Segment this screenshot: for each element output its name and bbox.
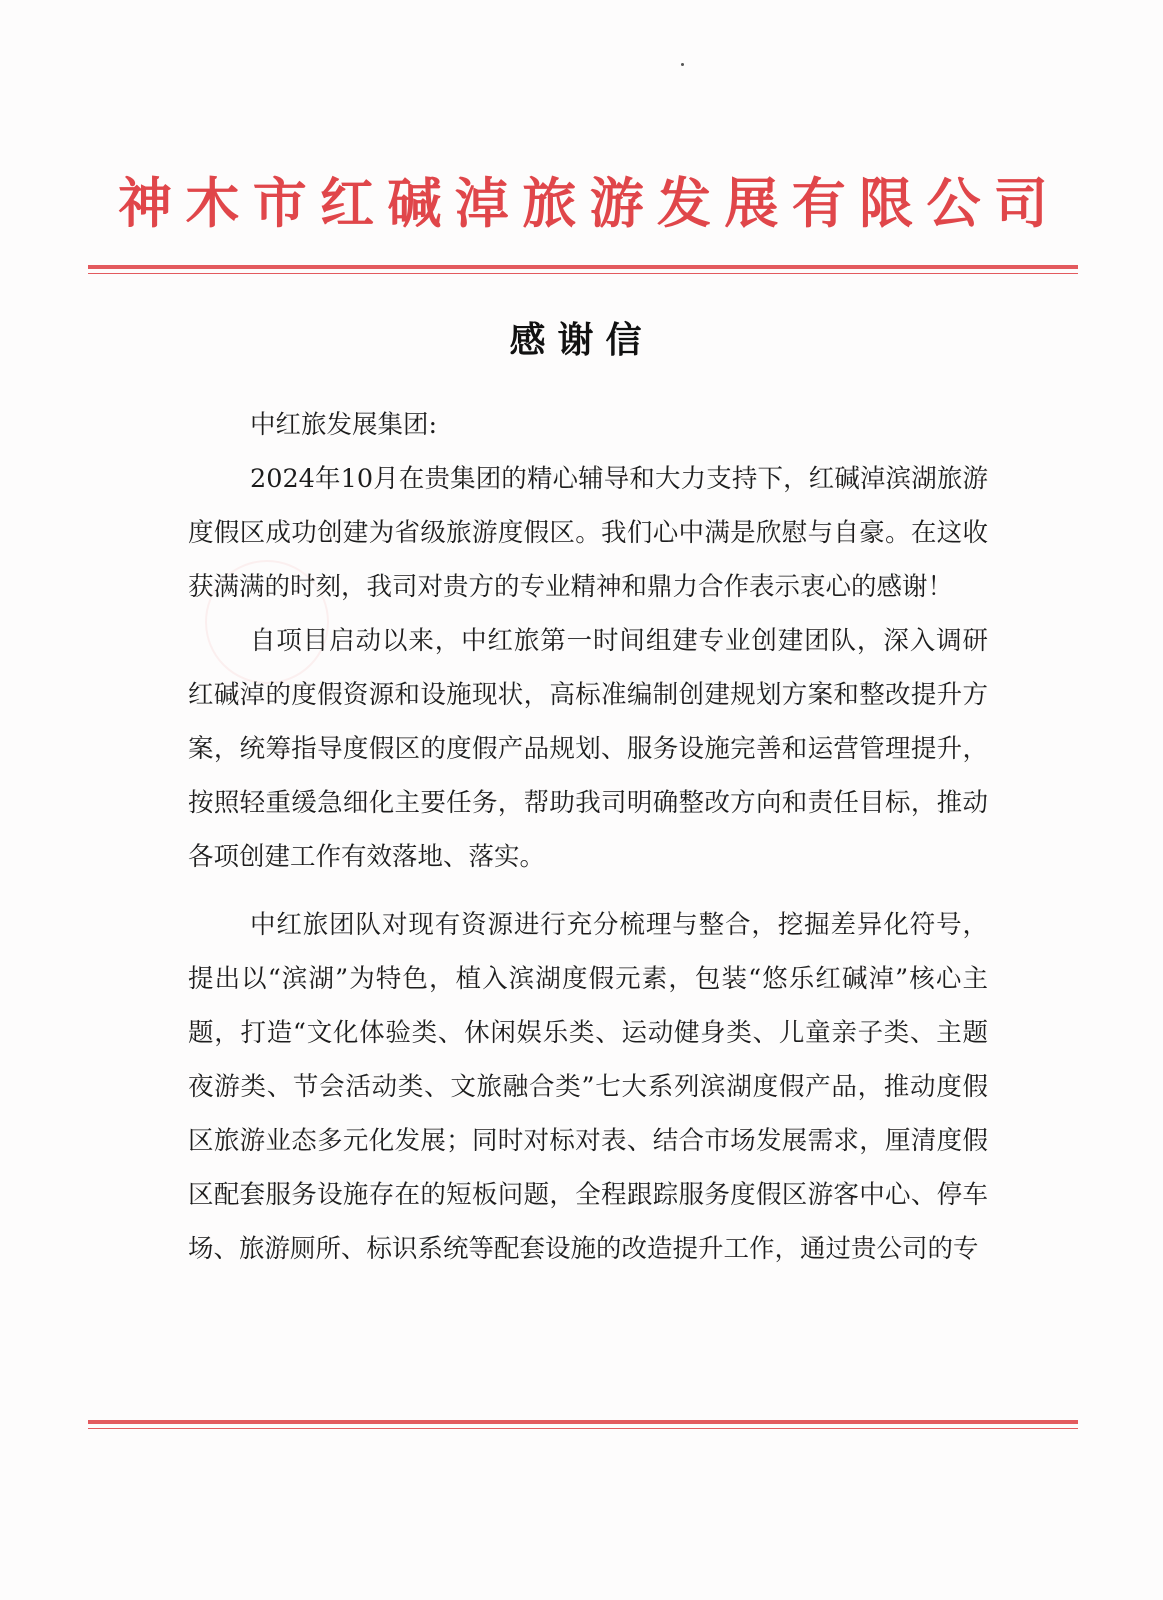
letter-paragraph-3: 中红旅团队对现有资源进行充分梳理与整合，挖掘差异化符号，提出以“滨湖”为特色，植入滨湖度假元素，包装“悠乐红碱淖”核心主题，打造“文化体验类、休闲娱乐类、运动健身类、儿童亲子类、主题夜游类、节会活动类、文旅融合类”七大系列滨湖度假产品，推动度假区旅游业态多元化发展；同时对标对表、结合市场发展需求，厘清度假区配套服务设施存在的短板问题，全程跟踪服务度假区游客中心、停车场、旅游厕所、标识系统等配套设施的改造提升工作，通过贵公司的专 [188, 910, 988, 1264]
letterhead-divider-top [88, 265, 1078, 274]
letterhead-char: 市 [252, 171, 307, 235]
letterhead-char: 木 [185, 171, 240, 235]
letterhead-char: 旅 [522, 171, 577, 235]
letter-paragraph-2: 自项目启动以来，中红旅第一时间组建专业创建团队，深入调研红碱淖的度假资源和设施现状，高标准编制创建规划方案和整改提升方案，统筹指导度假区的度假产品规划、服务设施完善和运营管理提升，按照轻重缓急细化主要任务，帮助我司明确整改方向和责任目标，推动各项创建工作有效落地、落实。 [188, 626, 988, 872]
letterhead-char: 限 [859, 171, 914, 235]
letterhead-char: 碱 [387, 171, 442, 235]
letter-paragraph-1: 2024年10月在贵集团的精心辅导和大力支持下，红碱淖滨湖旅游度假区成功创建为省级旅游度假区。我们心中满是欣慰与自豪。在这收获满满的时刻，我司对贵方的专业精神和鼎力合作表示衷心的感谢！ [188, 464, 988, 602]
letterhead-char: 游 [589, 171, 644, 235]
letterhead-char: 红 [320, 171, 375, 235]
footer-divider [88, 1420, 1078, 1429]
letterhead-char: 淖 [454, 171, 509, 235]
letter-body [188, 398, 988, 1286]
letterhead-char: 神 [118, 171, 172, 235]
letterhead-char: 发 [657, 171, 711, 235]
letter-title: 感谢信 [509, 320, 654, 361]
letterhead-company-name [118, 163, 1048, 243]
letterhead-char: 司 [993, 171, 1048, 235]
letter-salutation: 中红旅发展集团: [250, 410, 438, 440]
letterhead-char: 公 [926, 171, 981, 235]
scan-speck [681, 63, 684, 66]
letterhead-char: 展 [724, 171, 779, 235]
letterhead-char: 有 [791, 171, 846, 235]
